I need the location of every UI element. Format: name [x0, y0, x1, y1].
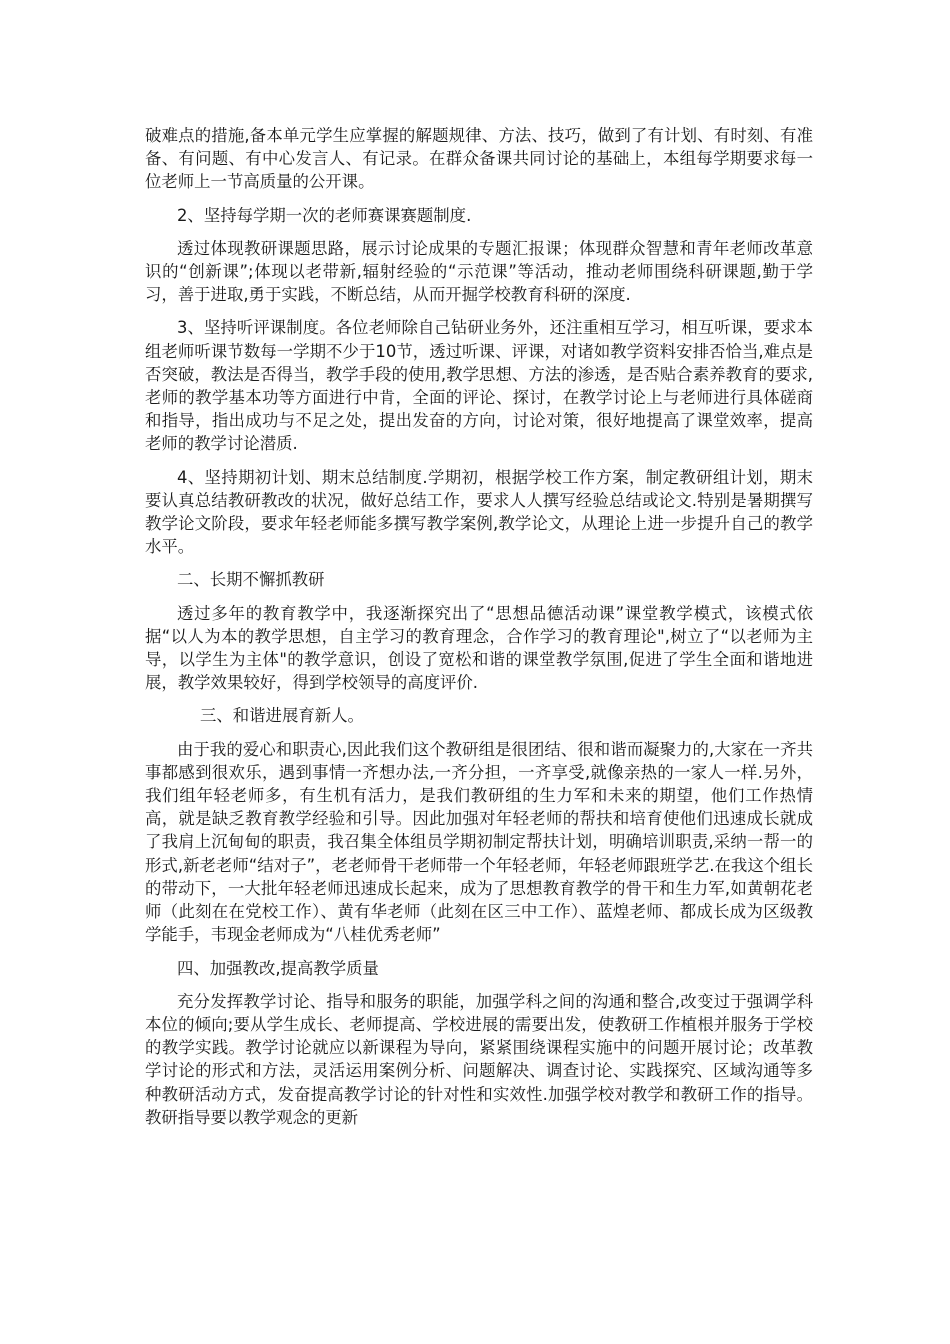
paragraph-item-3: 3、坚持听评课制度。各位老师除自己钻研业务外，还注重相互学习，相互听课，要求本组老师听课节数每一学期不少于10节，透过听课、评课，对诸如教学资料安排否恰当,难点是否突破，教法是否得当，教学手段的使用,教学思想、方法的渗透，是否贴合素养教育的要求,老师的教学基本功等方面进行中肯，全面的评论、探讨，在教学讨论上与老师进行具体磋商和指导，指出成功与不足之处，提出发奋的方向，讨论对策，很好地提高了课堂效率，提高老师的教学讨论潜质. — [145, 318, 813, 454]
paragraph-body: 充分发挥教学讨论、指导和服务的职能，加强学科之间的沟通和整合,改变过于强调学科本位的倾向;要从学生成长、老师提高、学校进展的需要出发，使教研工作植根并服务于学校的教学实践。教学讨论就应以新课程为导向，紧紧围绕课程实施中的问题开展讨论；改革教学讨论的形式和方法，灵活运用案例分析、问题解决、调查讨论、实践探究、区域沟通等多种教研活动方式，发奋提高教学讨论的针对性和实效性.加强学校对教学和教研工作的指导。教研指导要以教学观念的更新 — [145, 991, 813, 1127]
section-heading-2: 二、长期不懈抓教研 — [177, 570, 325, 590]
paragraph-body: 由于我的爱心和职责心,因此我们这个教研组是很团结、很和谐而凝聚力的,大家在一齐共事都感到很欢乐，遇到事情一齐想办法,一齐分担，一齐享受,就像亲热的一家人一样.另外，我们组年轻老师多，有生机有活力，是我们教研组的生力军和未来的期望，他们工作热情高，就是缺乏教育教学经验和引导。因此加强对年轻老师的帮扶和培育使他们迅速成长就成了我肩上沉甸甸的职责，我召集全体组员学期初制定帮扶计划，明确培训职责,采纳一帮一的形式,新老老师“结对子”，老老师骨干老师带一个年轻老师，年轻老师跟班学艺.在我这个组长的带动下，一大批年轻老师迅速成长起来，成为了思想教育教学的骨干和生力军,如黄朝花老师（此刻在在党校工作）、黄有华老师（此刻在区三中工作）、蓝煌老师、都成长成为区级教学能手，韦现金老师成为“八桂优秀老师” — [145, 739, 813, 945]
paragraph-body: 透过多年的教育教学中，我逐渐探究出了“思想品德活动课”课堂教学模式，该模式依据“以人为本的教学思想，自主学习的教育理念，合作学习的教育理论",树立了“以老师为主导，以学生为主体"的教学意识，创设了宽松和谐的课堂教学氛围,促进了学生全面和谐地进展，教学效果较好，得到学校领导的高度评价. — [145, 603, 813, 693]
section-heading-3: 三、和谐进展育新人。 — [200, 706, 364, 726]
section-heading-4: 四、加强教改,提高教学质量 — [177, 958, 379, 978]
paragraph-item-4: 4、坚持期初计划、期末总结制度.学期初，根据学校工作方案，制定教研组计划，期末要认真总结教研教改的状况，做好总结工作，要求人人撰写经验总结或论文.特别是暑期撰写教学论文阶段，要求年轻老师能多撰写教学案例,教学论文，从理论上进一步提升自己的教学水平。 — [145, 467, 813, 557]
paragraph-item-2: 2、坚持每学期一次的老师赛课赛题制度. — [177, 205, 472, 225]
paragraph-body: 透过体现教研课题思路，展示讨论成果的专题汇报课；体现群众智慧和青年老师改革意识的“创新课”;体现以老带新,辐射经验的“示范课”等活动，推动老师围绕科研课题,勤于学习，善于进取,勇于实践，不断总结，从而开掘学校教育科研的深度. — [145, 238, 813, 305]
document-page — [145, 124, 813, 1129]
paragraph-continuation: 破难点的措施,备本单元学生应掌握的解题规律、方法、技巧，做到了有计划、有时刻、有准备、有问题、有中心发言人、有记录。在群众备课共同讨论的基础上，本组每学期要求每一位老师上一节高质量的公开课。 — [145, 126, 813, 192]
